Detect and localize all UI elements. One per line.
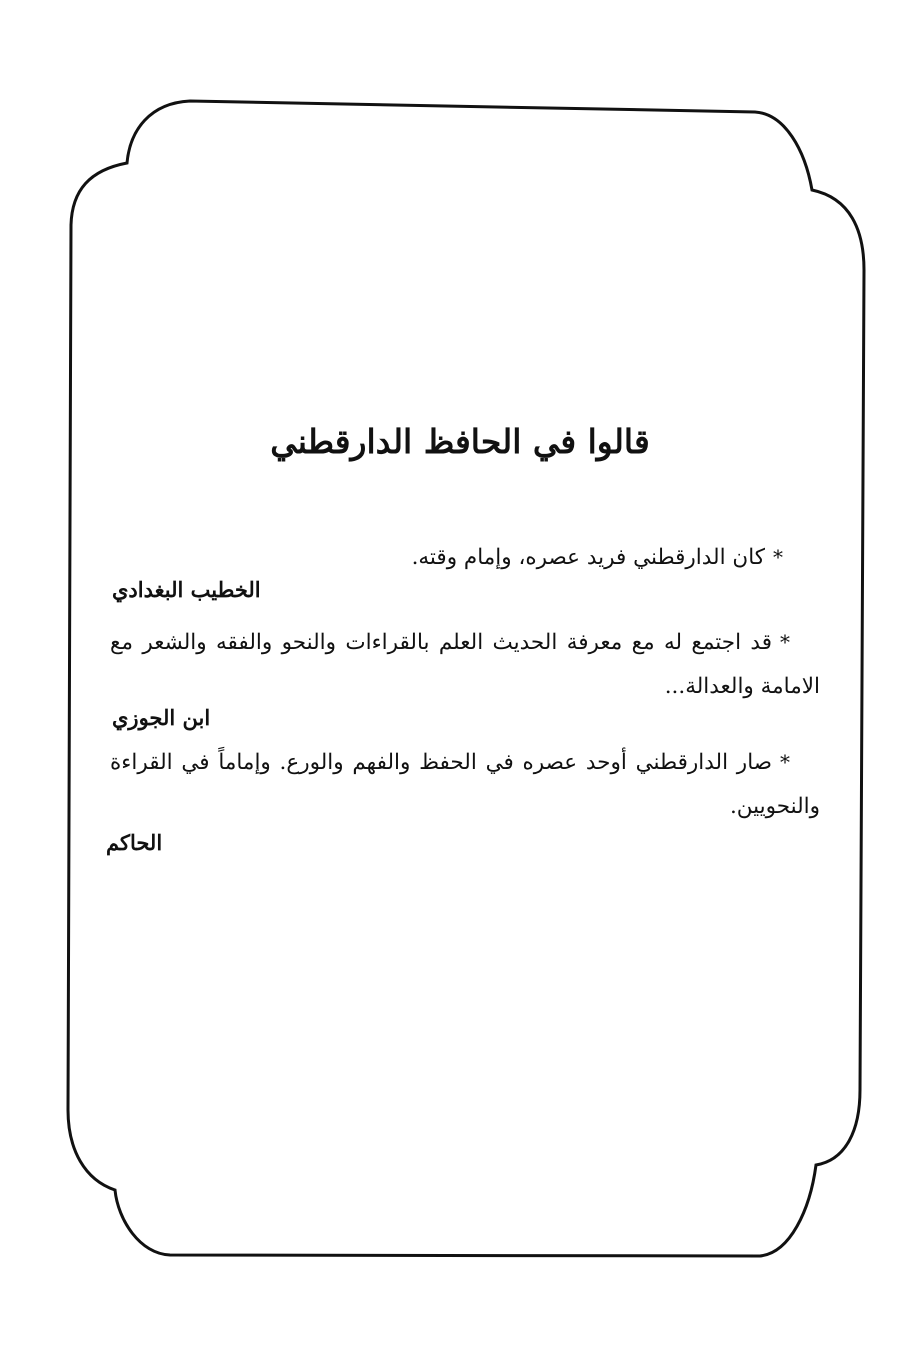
quote-3 — [110, 740, 820, 829]
asterisk-bullet-icon: * — [773, 545, 783, 569]
quote-1-text: كان الدارقطني فريد عصره، وإمام وقته. — [411, 545, 765, 570]
quote-2-text: قد اجتمع له مع معرفة الحديث العلم بالقراءات والنحو والفقه والشعر مع الامامة والعدالة... — [110, 630, 820, 699]
page-content — [100, 0, 820, 1360]
quote-1 — [103, 535, 783, 580]
asterisk-bullet-icon: * — [780, 750, 790, 774]
quote-3-source: الحاكم — [106, 830, 163, 855]
quote-1-source: الخطيب البغدادي — [112, 577, 261, 602]
quote-2-source: ابن الجوزي — [112, 705, 211, 730]
asterisk-bullet-icon: * — [780, 630, 790, 654]
quote-2 — [110, 620, 820, 709]
quote-3-text: صار الدارقطني أوحد عصره في الحفظ والفهم والورع. وإماماً في القراءة والنحويين. — [110, 750, 820, 819]
page-title: قالوا في الحافظ الدارقطني — [270, 422, 650, 461]
